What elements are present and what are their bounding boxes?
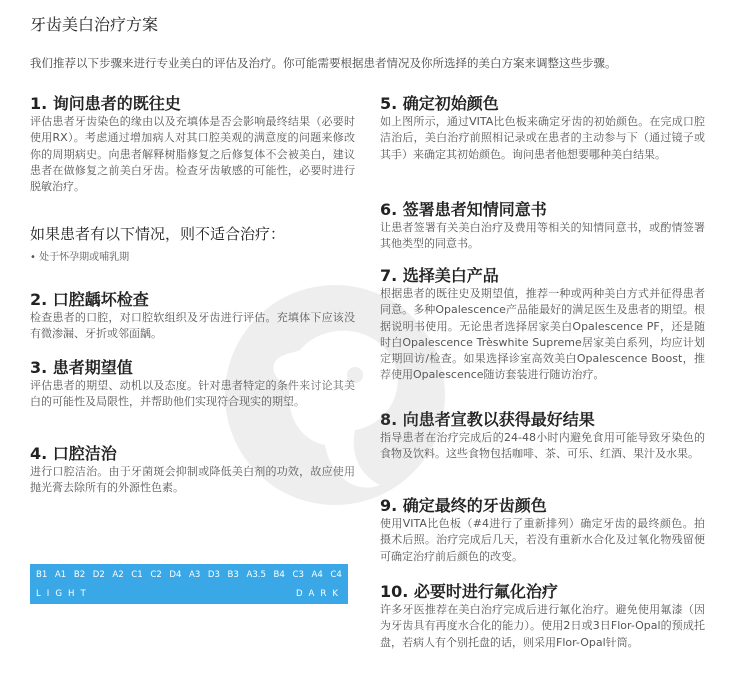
shade-code: A1 (54, 570, 67, 580)
section-text: 进行口腔洁治。由于牙菌斑会抑制或降低美白剂的功效，故应使用抛光膏去除所有的外源性色素。 (30, 465, 355, 495)
shade-code: B4 (273, 570, 285, 580)
shade-guide-bar (30, 564, 348, 604)
section-title: 2. 口腔龋坏检查 (30, 290, 149, 309)
section-history (30, 94, 355, 195)
shade-code: C2 (150, 570, 162, 580)
section-text: 评估患者牙齿染色的缘由以及充填体是否会影响最终结果（必要时使用RX）。考虑通过增加病人对其口腔美观的满意度的问题来修改你的周期病史。向患者解释树脂修复之后修复体不会被美白，建议患者在做修复之前美白牙齿。检查牙齿敏感的可能性，必要时进行脱敏治疗。 (30, 115, 355, 194)
section-title: 1. 询问患者的既往史 (30, 94, 181, 113)
section-initial-shade (380, 94, 705, 163)
section-text: 根据患者的既往史及期望值，推荐一种或两种美白方式并征得患者同意。多种Opalescence产品能最好的满足医生及患者的期望。根据说明书使用。无论患者选择居家美白Opalescence PF，还是随时白Opalescence Trèswhite Supreme居家美白系列，均应计划定期回访/检查。如果选择诊室高效美白Opalescence Boost，推荐使用Opalescence随访套装进行随访治疗。 (380, 287, 705, 382)
section-text: 让患者签署有关美白治疗及费用等相关的知情同意书，或酌情签署其他类型的同意书。 (380, 221, 705, 251)
shade-code: D2 (92, 570, 105, 580)
section-final-shade (380, 496, 705, 565)
page-title: 牙齿美白治疗方案 (30, 15, 159, 34)
section-text: 使用VITA比色板（#4进行了重新排列）确定牙齿的最终颜色。拍摄术后照。治疗完成后几天，若没有重新水合化及过氧化物残留便可确定治疗前后颜色的改变。 (380, 517, 705, 563)
section-title: 7. 选择美白产品 (380, 266, 499, 285)
shade-code: C1 (131, 570, 143, 580)
section-title: 10. 必要时进行氟化治疗 (380, 582, 558, 601)
section-text: 评估患者的期望、动机以及态度。针对患者特定的条件来讨论其美白的可能性及局限性，并帮助他们实现符合现实的期望。 (30, 379, 355, 409)
shade-light-label: LIGHT (36, 589, 92, 599)
section-text: 如上图所示，通过VITA比色板来确定牙齿的初始颜色。在完成口腔洁治后，美白治疗前照相记录或在患者的主动参与下（通过镜子或其手）来确定其初始颜色。询问患者他想要哪种美白结果。 (380, 115, 705, 161)
section-title: 4. 口腔洁治 (30, 444, 117, 463)
section-consent (380, 200, 705, 253)
contraindication-block (30, 224, 355, 263)
section-cleaning (30, 444, 355, 497)
section-title: 9. 确定最终的牙齿颜色 (380, 496, 547, 515)
shade-code: B3 (227, 570, 239, 580)
shade-code: C4 (330, 570, 342, 580)
section-title: 3. 患者期望值 (30, 358, 133, 377)
contraindication-item: • 处于怀孕期或哺乳期 (30, 252, 130, 263)
shade-dark-label: DARK (296, 589, 344, 599)
section-fluoride (380, 582, 705, 651)
shade-code: D3 (207, 570, 220, 580)
section-expectation (30, 358, 355, 411)
intro-text: 我们推荐以下步骤来进行专业美白的评估及治疗。你可能需要根据患者情况及你所选择的美白方案来调整这些步骤。 (30, 56, 617, 70)
contraindication-title: 如果患者有以下情况，则不适合治疗： (30, 225, 286, 243)
shade-code: A3 (188, 570, 201, 580)
section-caries (30, 290, 355, 343)
shade-code: A2 (112, 570, 124, 580)
shade-code: A4 (311, 570, 323, 580)
shade-code: B1 (36, 570, 48, 580)
section-title: 8. 向患者宣教以获得最好结果 (380, 410, 595, 429)
section-title: 6. 签署患者知情同意书 (380, 200, 547, 219)
section-text: 检查患者的口腔，对口腔软组织及牙齿进行评估。充填体下应该没有微渗漏、牙折或邻面龋。 (30, 311, 355, 341)
shade-codes (36, 570, 342, 580)
shade-code: D4 (169, 570, 182, 580)
shade-code: B2 (73, 570, 86, 580)
shade-code: C3 (292, 570, 304, 580)
section-product (380, 266, 705, 384)
section-title: 5. 确定初始颜色 (380, 94, 499, 113)
shade-code: A3.5 (246, 570, 266, 580)
section-text: 指导患者在治疗完成后的24-48小时内避免食用可能导致牙染色的食物及饮料。这些食物包括咖啡、茶、可乐、红酒、果汁及水果。 (380, 431, 705, 461)
section-education (380, 410, 705, 463)
section-text: 许多牙医推荐在美白治疗完成后进行氟化治疗。避免使用氟漆（因为牙齿具有再度水合化的能力）。使用2日或3日Flor-Opal的预成托盘，若病人有个别托盘的话，则采用Flor-Opal针筒。 (380, 603, 705, 649)
